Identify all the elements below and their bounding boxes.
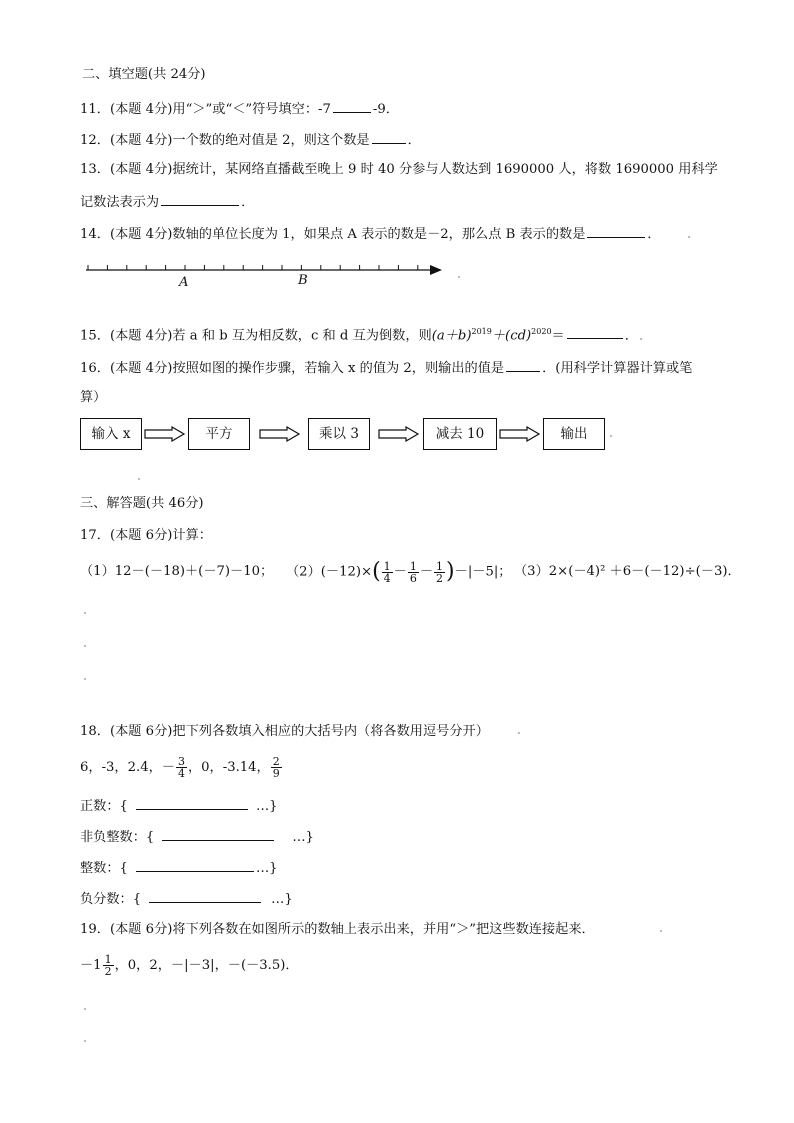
- q18-numbers: [80, 752, 283, 784]
- q17-number: 17．: [80, 528, 110, 543]
- q15-number: 15．: [80, 328, 110, 344]
- q14-end: ．: [647, 227, 661, 242]
- q15-eq: ＝: [551, 328, 565, 344]
- q13-line2: 记数法表示为: [80, 195, 160, 210]
- q19-numbers-a: －1: [80, 958, 102, 973]
- q18-category-integer: 整数：{ …}: [80, 858, 278, 878]
- flow-box-square: 平方: [188, 418, 250, 450]
- q18-numbers-b: ，0，-3.14，: [187, 760, 270, 775]
- q14-number: 14．: [80, 227, 110, 242]
- artifact-dot: [610, 435, 612, 437]
- q14-label-b: B: [298, 273, 308, 288]
- q19-frac-1-2: $\frac{1}{2}$: [104, 953, 112, 978]
- q18-numbers-a: 6，-3，2.4，－: [80, 760, 175, 775]
- q12-number: 12．: [80, 133, 110, 148]
- artifact-dot: [518, 732, 520, 734]
- q19-numbers: [80, 950, 299, 982]
- q13-number: 13．: [80, 162, 110, 177]
- flow-box-subtract: 减去 10: [423, 418, 497, 450]
- flow-arrow-icon: [144, 426, 186, 442]
- q15-text: (本题 4分)若 a 和 b 互为相反数，c 和 d 互为倒数，则: [109, 328, 432, 344]
- q17-part2-b: －|－5|；: [454, 564, 512, 580]
- q18-category-neg-fraction: 负分数：{ …}: [80, 889, 293, 909]
- artifact-dot: [458, 276, 460, 278]
- flow-box-output: 输出: [543, 418, 605, 450]
- q17-part1: （1）12－(－18)＋(－7)－10；: [80, 564, 274, 579]
- artifact-dot: [688, 236, 690, 238]
- q13-end: ．: [241, 195, 255, 210]
- q17-frac3: $\frac{1}{2}$: [436, 559, 444, 585]
- q17-part2: （2）(－12)×( $\frac{1}{4}$ － $\frac{1}{6}$ － $\frac{1}{2}$ )－|－5|；: [286, 559, 512, 585]
- q15-expr: (a＋b): [431, 328, 472, 344]
- question-14: [80, 224, 661, 244]
- q18-text: (本题 6分)把下列各数填入相应的大括号内（将各数用逗号分开）: [109, 724, 489, 739]
- question-15: [80, 323, 638, 345]
- q11-number: 11．: [80, 102, 110, 117]
- q15-exp2: 2020: [531, 327, 552, 336]
- q17-part2-a: (－12)×: [320, 564, 373, 580]
- q17-frac1: $\frac{1}{4}$: [383, 559, 391, 585]
- question-11: [80, 99, 399, 119]
- q17-text: (本题 6分)计算：: [109, 528, 212, 543]
- artifact-dot: [640, 338, 642, 340]
- flow-box-multiply: 乘以 3: [308, 418, 370, 450]
- q18-number: 18．: [80, 724, 110, 739]
- q13-line1: (本题 4分)据统计，某网络直播截至晚上 9 时 40 分参与人数达到 1690000 人，将数 1690000 用科学: [109, 162, 718, 177]
- q18-blank-neg-fraction[interactable]: [149, 889, 261, 903]
- q18-blank-integer[interactable]: [136, 858, 254, 872]
- artifact-dot: [84, 1040, 86, 1042]
- question-16: [80, 358, 692, 378]
- artifact-dot: [84, 1008, 86, 1010]
- q18-frac-3-4: $\frac{3}{4}$: [177, 755, 185, 780]
- q12-text: (本题 4分)一个数的绝对值是 2，则这个数是: [109, 133, 370, 148]
- q12-end: ．: [407, 133, 421, 148]
- q13-blank[interactable]: [161, 192, 239, 206]
- question-18: [80, 723, 489, 741]
- question-19: [80, 921, 595, 939]
- flow-box-input: 输入 x: [80, 418, 142, 450]
- q15-blank[interactable]: [567, 325, 623, 339]
- q19-text: (本题 6分)将下列各数在如图所示的数轴上表示出来，并用“＞”把这些数连接起来．: [109, 922, 595, 937]
- question-13: [80, 161, 718, 179]
- artifact-dot: [138, 478, 140, 480]
- q18-frac-2-9: $\frac{2}{9}$: [272, 755, 280, 780]
- q18-blank-positive[interactable]: [136, 796, 248, 810]
- section-3-title: 三、解答题(共 46分): [80, 496, 204, 511]
- q17-frac2: $\frac{1}{6}$: [409, 559, 417, 585]
- q14-text: (本题 4分)数轴的单位长度为 1，如果点 A 表示的数是－2，那么点 B 表示的数是: [109, 227, 586, 242]
- artifact-dot: [84, 612, 86, 614]
- section-2-title: 二、填空题(共 24分): [82, 67, 206, 82]
- q11-end: -9．: [372, 102, 399, 117]
- q15-end: ．: [624, 328, 638, 344]
- q14-blank[interactable]: [587, 224, 645, 238]
- q14-number-line: [80, 258, 460, 294]
- q17-part3: （3）2×(－4)² ＋6－(－12)÷(－3)．: [514, 564, 741, 579]
- artifact-dot: [84, 645, 86, 647]
- q15-exp1: 2019: [471, 327, 492, 336]
- artifact-dot: [84, 678, 86, 680]
- q11-text: (本题 4分)用“＞”或“＜”符号填空：-7: [109, 102, 331, 117]
- q16-line2: 算）: [80, 390, 107, 405]
- q12-blank[interactable]: [372, 130, 406, 144]
- q16-line1-end: ．(用科学计算器计算或笔: [542, 361, 693, 376]
- q18-blank-nonneg-int[interactable]: [162, 827, 274, 841]
- q14-label-a: A: [179, 275, 189, 290]
- artifact-dot: [660, 930, 662, 932]
- question-13-line2: [80, 192, 254, 212]
- flow-arrow-icon: [259, 426, 301, 442]
- q15-plus: ＋(cd): [491, 328, 532, 344]
- flow-arrow-icon: [499, 426, 541, 442]
- q16-line1: (本题 4分)按照如图的操作步骤，若输入 x 的值为 2，则输出的值是: [109, 361, 505, 376]
- q19-number: 19．: [80, 922, 110, 937]
- question-12: [80, 130, 421, 150]
- q18-category-nonneg-int: 非负整数：{ …}: [80, 827, 314, 847]
- q18-category-positive: 正数：{ …}: [80, 796, 278, 816]
- flow-arrow-icon: [378, 426, 420, 442]
- question-17: [80, 527, 212, 545]
- q19-numbers-b: ，0，2，－|－3|，－(－3.5)．: [114, 958, 299, 973]
- q16-number: 16．: [80, 361, 110, 376]
- q17-part2-label: （2）: [286, 564, 321, 580]
- q16-blank[interactable]: [506, 358, 540, 372]
- q11-blank[interactable]: [333, 99, 371, 113]
